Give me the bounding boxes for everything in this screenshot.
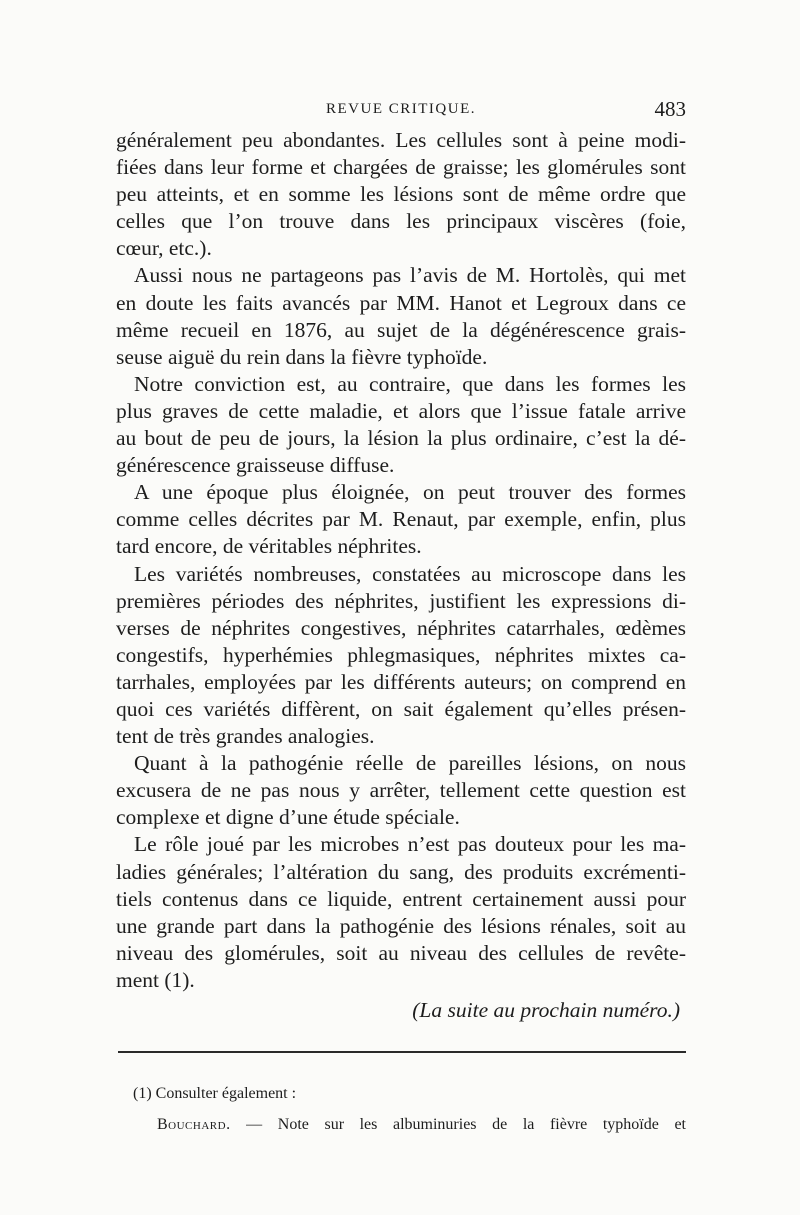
text-line: plus graves de cette maladie, et alors que l’issue fatale arrive bbox=[116, 398, 686, 423]
footnote bbox=[133, 1078, 686, 1140]
text-line: seuse aiguë du rein dans la fièvre typhoïde. bbox=[116, 344, 488, 369]
text-line: complexe et digne d’une étude spéciale. bbox=[116, 805, 460, 830]
text-line: quoi ces variétés diffèrent, on sait également qu’elles présen- bbox=[116, 696, 686, 721]
footnote-author: Bouchard. bbox=[157, 1116, 231, 1133]
text-line: tent de très grandes analogies. bbox=[116, 724, 375, 749]
text-line: verses de néphrites congestives, néphrites catarrhales, œdèmes bbox=[116, 615, 686, 640]
footnote-reference bbox=[133, 1109, 686, 1140]
text-line: tard encore, de véritables néphrites. bbox=[116, 534, 422, 559]
text-line: au bout de peu de jours, la lésion la plus ordinaire, c’est la dé- bbox=[116, 426, 686, 451]
text-line: Le rôle joué par les microbes n’est pas douteux pour les ma- bbox=[134, 832, 686, 857]
text-line: A une époque plus éloignée, on peut trouver des formes bbox=[134, 480, 686, 505]
text-line: congestifs, hyperhémies phlegmasiques, néphrites mixtes ca- bbox=[116, 642, 686, 667]
continuation-note: (La suite au prochain numéro.) bbox=[412, 998, 680, 1022]
text-line: cœur, etc.). bbox=[116, 236, 212, 261]
text-line: tiels contenus dans ce liquide, entrent certainement aussi pour bbox=[116, 886, 686, 911]
text-line: comme celles décrites par M. Renaut, par exemple, enfin, plus bbox=[116, 507, 686, 532]
text-line: en doute les faits avancés par MM. Hanot et Legroux dans ce bbox=[116, 290, 686, 315]
running-header bbox=[116, 97, 686, 127]
page-number: 483 bbox=[654, 97, 686, 121]
text-line: Quant à la pathogénie réelle de pareilles lésions, on nous bbox=[134, 751, 686, 776]
footnote-divider bbox=[118, 1051, 686, 1053]
running-title: REVUE CRITIQUE. bbox=[326, 101, 476, 117]
text-line: même recueil en 1876, au sujet de la dégénérescence grais- bbox=[116, 317, 686, 342]
footnote-reference-text: — Note sur les albuminuries de la fièvre typhoïde et bbox=[230, 1116, 686, 1133]
text-line: peu atteints, et en somme les lésions sont de même ordre que bbox=[116, 182, 686, 207]
body-text bbox=[116, 127, 686, 994]
text-line: une grande part dans la pathogénie des lésions rénales, soit au bbox=[116, 913, 686, 938]
text-line: fiées dans leur forme et chargées de graisse; les glomérules sont bbox=[116, 155, 686, 180]
text-line: généralement peu abondantes. Les cellules sont à peine modi- bbox=[116, 128, 686, 152]
text-line: celles que l’on trouve dans les principaux viscères (foie, bbox=[116, 209, 686, 234]
footnote-line: (1) Consulter également : bbox=[133, 1085, 297, 1102]
text-line: Notre conviction est, au contraire, que dans les formes les bbox=[134, 371, 686, 396]
text-line: Aussi nous ne partageons pas l’avis de M. Hortolès, qui met bbox=[134, 263, 686, 288]
text-line: tarrhales, employées par les différents auteurs; on comprend en bbox=[116, 669, 686, 694]
text-line: ment (1). bbox=[116, 967, 195, 992]
text-line: générescence graisseuse diffuse. bbox=[116, 453, 395, 478]
text-line: ladies générales; l’altération du sang, des produits excrémenti- bbox=[116, 859, 686, 884]
text-line: Les variétés nombreuses, constatées au microscope dans les bbox=[134, 561, 686, 586]
text-line: excusera de ne pas nous y arrêter, tellement cette question est bbox=[116, 778, 686, 803]
text-line: niveau des glomérules, soit au niveau des cellules de revête- bbox=[116, 940, 686, 965]
text-line: premières périodes des néphrites, justifient les expressions di- bbox=[116, 588, 686, 613]
